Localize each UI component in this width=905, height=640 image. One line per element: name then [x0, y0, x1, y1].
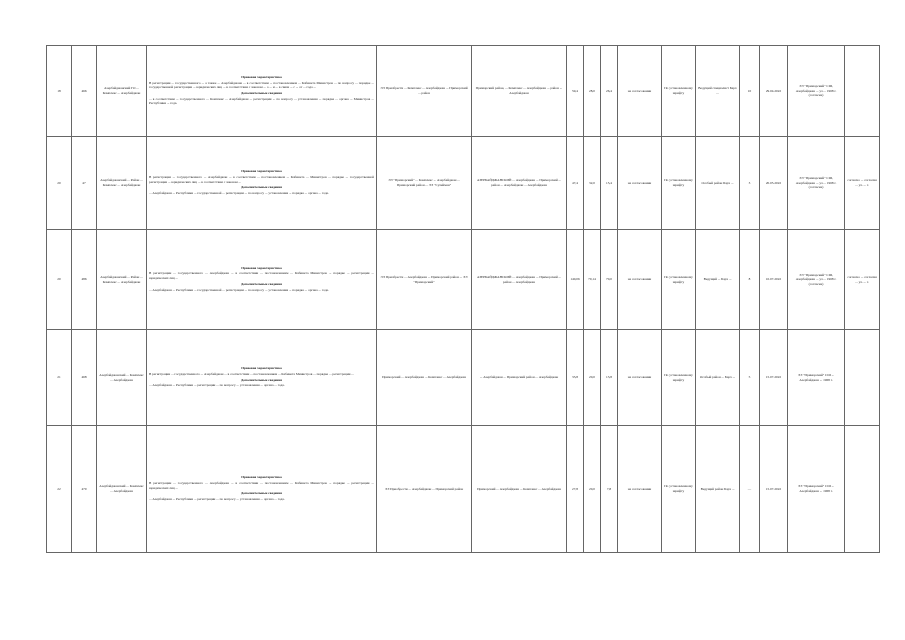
note-cell: ЭЭ "Приморский" СШ ... Азербайджан ... 1968 г. [788, 330, 845, 426]
description-text: В регистрации ... государственного ... Азербайджан ... в соответствии ... постановлением ... Кабинета Министров ... порядке ... регистрации ... юридических лиц ... [149, 271, 374, 281]
description-cell [147, 330, 377, 426]
result-cell [845, 46, 880, 137]
description-text: В регистрации ... государственного ... а также ... Азербайджана ... в соответствии ... постановлением ... Кабинета Министров ... по вопросу ... порядке ... государственной регистрации ... юридических лиц ... в соответствии с законом ... о ... и ... в связи ... с ... от ... года ... [149, 80, 374, 90]
location-cell: АЗЕРБАЙДЖАНСКИЙ ... Азербайджан ... Приморский ... район ... Азербайджан ... Азербайджан [472, 137, 567, 230]
registration-number: 470 [72, 426, 97, 553]
value-2: 32,0 [584, 137, 601, 230]
contact-cell: Ведущий ... Барх ... [696, 230, 740, 330]
table-row [47, 230, 880, 330]
owner-cell: ЭЭ "Приморский" ... Комплекс ... Азербайджан ... Приморский район ... ЭЭ "Сулейман" [377, 137, 472, 230]
value-2: 20,0 [584, 330, 601, 426]
description-heading: Правовая характеристика [241, 74, 282, 79]
note-cell: ЭЭ "Приморский" СШ ... Азербайджан ... 1968 г. [788, 426, 845, 553]
description-subheading: Дополнительные сведения [240, 491, 283, 496]
description-text-extra: ... Азербайджан ... Республики ... регистрации ... по вопросу ... установления ... органа ... года. [149, 497, 285, 502]
contact-cell: Особый район Барх ... [696, 137, 740, 230]
description-subheading: Дополнительные сведения [240, 91, 283, 95]
value-1: 59,4 [567, 46, 584, 137]
value-3: 26,4 [601, 46, 618, 137]
status-cell: на согласовании [618, 46, 662, 137]
table-row [47, 46, 880, 137]
description-text: В регистрации ... государственного ... Азербайджан ... в соответствии ... постановлением ... Кабинета ... Министров ... порядке ... государственной регистрации ... юридических лиц ... в соответствии с законом ... [149, 174, 374, 184]
table-row [47, 137, 880, 230]
status-cell: на согласовании [618, 230, 662, 330]
organization: Азербайджанский ГО ... Комплекс ... Азербайджан [97, 46, 147, 137]
description-heading: Правовая характеристика [241, 169, 282, 174]
contact-cell: Ведущий специалист Барх ... [696, 46, 740, 137]
table-body [47, 46, 880, 553]
count-cell: — [740, 426, 760, 553]
value-2: 20,0 [584, 426, 601, 553]
owner-cell: Приморский ... Азербайджан ... Комплекс ... Азербайджан [377, 330, 472, 426]
value-1: 27,8 [567, 426, 584, 553]
description-text-extra: ... в соответствии ... государственного ... Комплекс ... Азербайджан ... регистрации ... по вопросу ... установления ... порядка ... органа ... Министров ... Республики ... года. [149, 96, 374, 106]
document-cell: По установленному шрифту [662, 137, 696, 230]
owner-cell: ЭЭ Приобрести ... Азербайджан ... Приморский район [377, 426, 472, 553]
row-number: 18 [47, 46, 72, 137]
row-number: 21 [47, 330, 72, 426]
description-cell [147, 426, 377, 553]
result-cell [845, 330, 880, 426]
status-cell: на согласовании [618, 426, 662, 553]
value-2: 70,14 [584, 230, 601, 330]
location-cell: Приморский ... Азербайджан ... Комплекс ... Азербайджан [472, 426, 567, 553]
date-cell: 29.04.2022 [760, 46, 788, 137]
value-3: 70,0 [601, 230, 618, 330]
description-text: В регистрации ... государственного ... Азербайджан ... в соответствии ... постановлением ... Кабинета Министров ... порядке ... регистрации ... [149, 371, 354, 376]
document-cell: По установленному шрифту [662, 230, 696, 330]
document-cell: По установленному шрифту [662, 46, 696, 137]
contact-cell: Особый район ... Барх ... [696, 330, 740, 426]
location-cell: АЗЕРБАЙДЖАНСКИЙ ... Азербайджан ... Приморский ... район ... Азербайджан [472, 230, 567, 330]
description-heading: Правовая характеристика [241, 365, 282, 370]
description-cell [147, 137, 377, 230]
organization: Азербайджанский ... Комплекс ... Азербайджан [97, 330, 147, 426]
organization: Азербайджанский ... Район ... Комплекс ... Азербайджан [97, 230, 147, 330]
location-cell: Приморский район, ... Комплекс ... Азербайджан ... район ... Азербайджан [472, 46, 567, 137]
location-cell: ... Азербайджан ... Приморский район ... Азербайджан [472, 330, 567, 426]
value-3: 7,8 [601, 426, 618, 553]
description-heading: Правовая характеристика [241, 475, 282, 480]
status-cell: на согласовании [618, 137, 662, 230]
date-cell: 15.07.2022 [760, 330, 788, 426]
result-cell: согласно ... согласия ... ул. ... г. [845, 137, 880, 230]
value-2: 28,0 [584, 46, 601, 137]
organization: Азербайджанский ... Комплекс ... Азербайджан [97, 426, 147, 553]
date-cell: 15.07.2022 [760, 426, 788, 553]
organization: Азербайджанский ... Район ... Комплекс ... Азербайджан [97, 137, 147, 230]
date-cell: 20.05.2022 [760, 137, 788, 230]
count-cell: 10 [740, 46, 760, 137]
value-1: 47,4 [567, 137, 584, 230]
status-cell: на согласовании [618, 330, 662, 426]
table-row [47, 330, 880, 426]
contact-cell: Ведущий район Барх ... [696, 426, 740, 553]
registration-number: 47 [72, 137, 97, 230]
owner-cell: ЭЭ Приобрести ... Комплекс ... Азербайджан ... Приморский ... район [377, 46, 472, 137]
value-1: 140,06 [567, 230, 584, 330]
note-cell: ЭЭ "Приморский" СШ, Азербайджан ... ул ... 1968 г. (согласие) [788, 46, 845, 137]
value-3: 13,8 [601, 330, 618, 426]
description-cell [147, 230, 377, 330]
result-cell: согласно ... согласия ... ул. ... г. [845, 230, 880, 330]
date-cell: 10.07.2022 [760, 230, 788, 330]
description-subheading: Дополнительные сведения [240, 281, 283, 286]
table-row [47, 426, 880, 553]
result-cell [845, 426, 880, 553]
registration-number: 466 [72, 46, 97, 137]
description-text-extra: ... Азербайджан ... Республики ... государственной ... регистрации ... по вопросу ... установления ... порядка ... органа ... года. [149, 287, 329, 292]
description-subheading: Дополнительные сведения [240, 377, 283, 382]
value-1: 33,8 [567, 330, 584, 426]
description-text-extra: ... Азербайджан ... Республики ... регистрации ... по вопросу ... установления ... органа ... года. [149, 383, 285, 388]
count-cell: 5 [740, 330, 760, 426]
registration-number: 468 [72, 330, 97, 426]
row-number: 22 [47, 426, 72, 553]
registration-number: 486 [72, 230, 97, 330]
document-cell: По установленному шрифту [662, 330, 696, 426]
note-cell: ЭЭ "Приморский" СШ, Азербайджан ... ул ... 1968 г. (согласие) [788, 137, 845, 230]
registry-table [46, 45, 880, 553]
description-cell [147, 46, 377, 137]
count-cell: 3 [740, 137, 760, 230]
description-heading: Правовая характеристика [241, 265, 282, 270]
description-text-extra: ... Азербайджан ... Республики ... государственной ... регистрации ... по вопросу ... установления ... порядка ... органа ... года. [149, 191, 329, 196]
description-text: В регистрации ... государственного ... Азербайджан ... в соответствии ... постановлением ... Кабинета Министров ... порядке ... регистрации ... юридических лиц ... [149, 480, 374, 490]
count-cell: 8 [740, 230, 760, 330]
owner-cell: ЭЭ Приобрести ... Азербайджан ... Приморский район ... ЭЭ "Приморский" [377, 230, 472, 330]
description-subheading: Дополнительные сведения [240, 185, 283, 190]
document-cell: По установленному шрифту [662, 426, 696, 553]
note-cell: ЭЭ "Приморский" СШ, Азербайджан ... ул ... 1968 г. (согласие) [788, 230, 845, 330]
row-number: 20 [47, 230, 72, 330]
value-3: 15,4 [601, 137, 618, 230]
row-number: 20 [47, 137, 72, 230]
